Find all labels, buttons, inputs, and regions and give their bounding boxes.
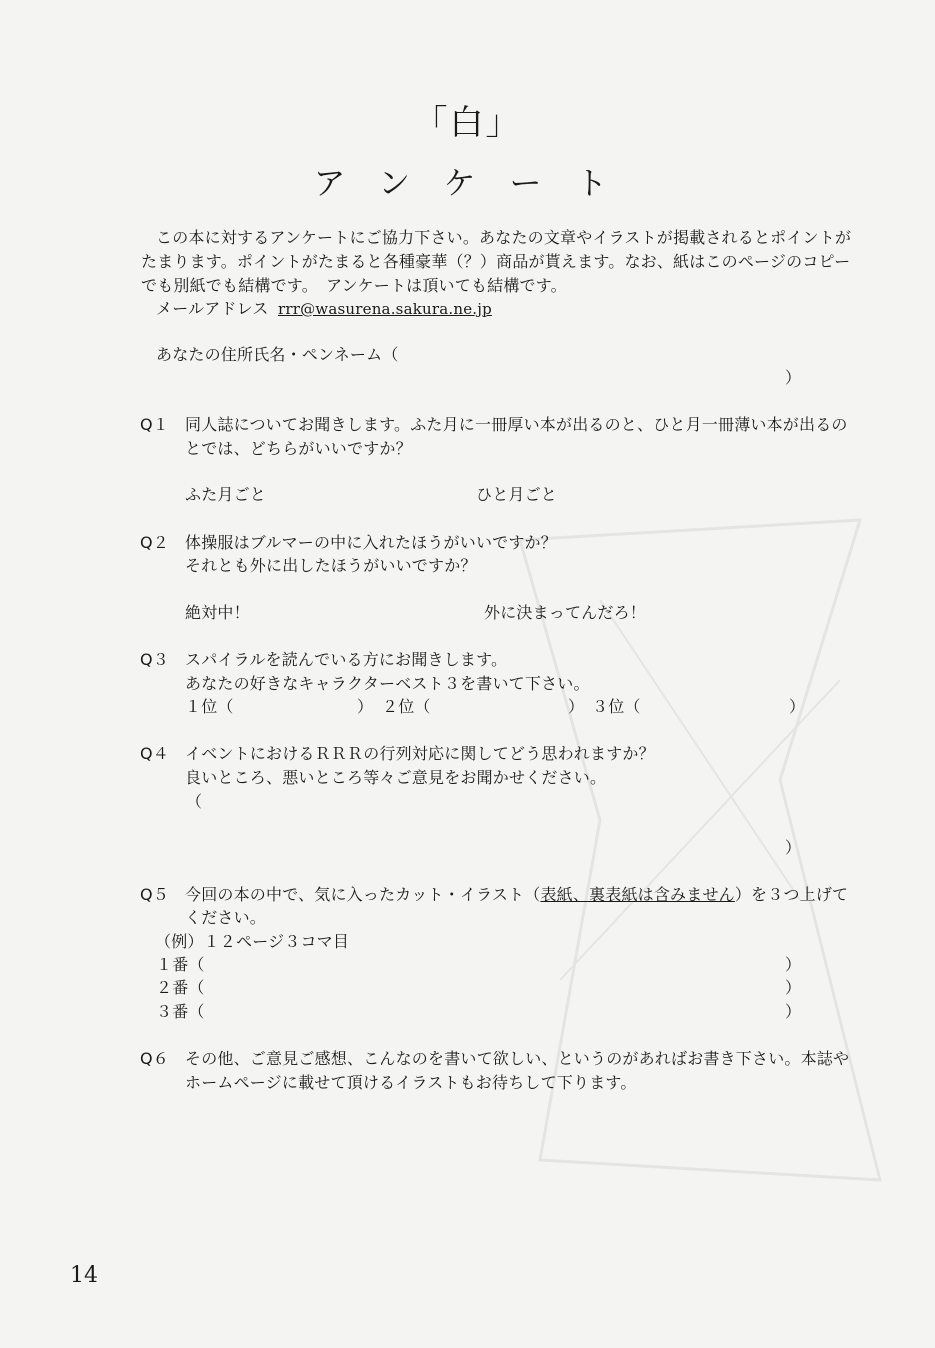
page-subtitle: アンケート [313,164,642,202]
intro-line-1: この本に対するアンケートにご協力下さい。あなたの文章やイラストが掲載されるとポイントが [156,228,852,247]
q4-line-2: 良いところ、悪いところ等々ご意見をお聞かせください。 [185,768,607,787]
q2-number: Q２ [140,533,169,552]
q6-line-2: ホームページに載せて頂けるイラストもお待ちして下ります。 [185,1073,637,1092]
page-number: 14 [70,1263,98,1288]
q2-option-1: 絶対中！ [185,603,250,622]
intro-line-3: でも別紙でも結構です。 アンケートは頂いても結構です。 [141,276,567,295]
page-title: 「白」 [413,103,522,143]
q4-line-1: イベントにおけるＲＲＲの行列対応に関してどう思われますか？ [185,744,655,763]
q5-line-2: ください。 [185,908,267,927]
email-label: メールアドレス [156,299,269,318]
q5-example: （例）１２ページ３コマ目 [155,932,350,951]
address-label: あなたの住所氏名・ペンネーム（ [156,345,399,364]
q5-line-1-underlined: 表紙、裏表紙は含みません [540,885,735,904]
q3-rank-3: ３位（ [592,697,641,716]
q3-rank-2-close: ） [568,697,585,716]
q5-line-1-b: ）を３つ上げて [734,885,849,904]
q1-line-1: 同人誌についてお聞きします。ふた月に一冊厚い本が出るのと、ひと月一冊薄い本が出るの [185,415,848,434]
q5-pick-2-close: ） [785,978,802,997]
q2-line-2: それとも外に出したほうがいいですか？ [185,556,477,575]
q3-rank-3-close: ） [789,697,806,716]
q4-open-paren: （ [186,792,203,811]
q5-pick-3: ３番（ [156,1002,205,1021]
q1-option-2: ひと月ごと [476,485,558,504]
q6-number: Q６ [140,1049,169,1068]
q3-rank-1: １位（ [185,697,234,716]
q4-number: Q４ [140,744,169,763]
q5-pick-3-close: ） [785,1002,802,1021]
q3-line-1: スパイラルを読んでいる方にお聞きします。 [185,650,508,669]
q1-line-2: とでは、どちらがいいですか？ [185,439,412,458]
q3-line-2: あなたの好きなキャラクターベスト３を書いて下さい。 [185,674,590,693]
q1-option-1: ふた月ごと [185,485,267,504]
q4-close-paren: ） [785,838,802,857]
email-address: rrr@wasurena.sakura.ne.jp [278,300,492,318]
q2-line-1: 体操服はブルマーの中に入れたほうがいいですか？ [185,533,557,552]
address-close-paren: ） [785,368,802,387]
q3-rank-1-close: ） [357,697,374,716]
q5-line-1 [185,883,848,907]
q5-pick-1: １番（ [156,955,205,974]
q5-pick-2: ２番（ [156,978,205,997]
q1-number: Q１ [140,415,169,434]
q5-pick-1-close: ） [785,955,802,974]
q3-number: Q３ [140,650,169,669]
q3-rank-2: ２位（ [382,697,431,716]
q5-number: Q５ [140,885,169,904]
intro-line-2: たまります。ポイントがたまると各種豪華（？）商品が貰えます。なお、紙はこのページのコピー [141,252,851,271]
q2-option-2: 外に決まってんだろ！ [484,603,647,622]
q6-line-1: その他、ご意見ご感想、こんなのを書いて欲しい、というのがあればお書き下さい。本誌や [185,1049,850,1068]
q5-line-1-a: 今回の本の中で、気に入ったカット・イラスト（ [185,885,541,904]
